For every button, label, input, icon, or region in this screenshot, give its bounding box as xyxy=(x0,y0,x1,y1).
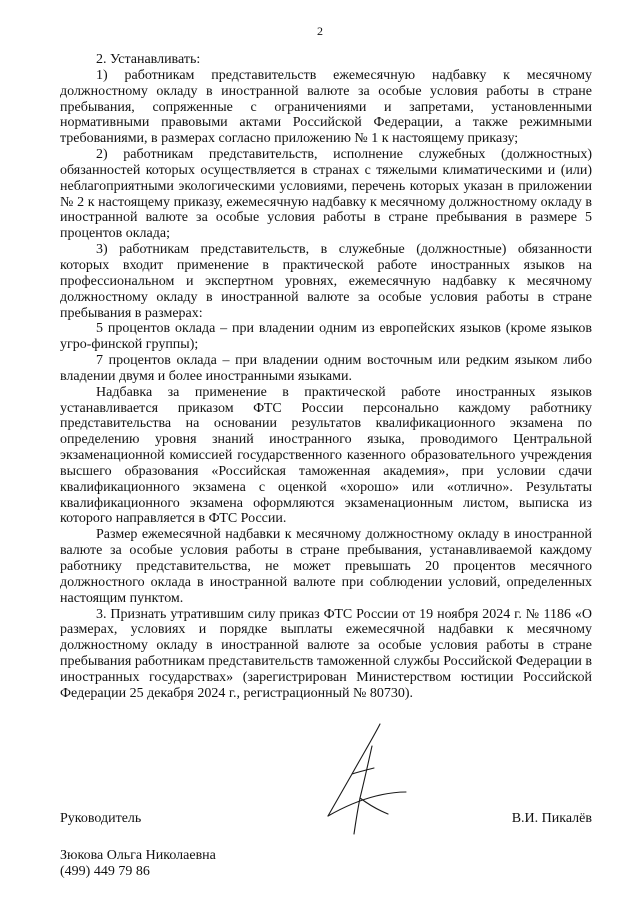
paragraph-subitem-3: 3) работникам представительств, в служебные (должностные) обязанности которых входит применение в практической работе иностранных языков на профессиональном и экспертном уровнях, ежемесячную надбавку к месячному должностному окладу в иностранной валюте за особые условия работы в стране пребывания в размерах: xyxy=(60,242,592,321)
executor-name: Зюкова Ольга Николаевна xyxy=(60,848,216,863)
page-number: 2 xyxy=(317,24,323,38)
handwritten-signature xyxy=(318,716,413,838)
paragraph-subitem-1: 1) работникам представительств ежемесячную надбавку к месячному должностному окладу в иностранной валюте за особые условия работы в стране пребывания, сопряженные с ограничениями и запретами, установленными нормативными правовыми актами Российской Федерации, а также режимными требованиями, в размерах согласно приложению № 1 к настоящему приказу; xyxy=(60,67,592,147)
executor-phone: (499) 449 79 86 xyxy=(60,864,150,879)
document-body xyxy=(60,52,592,702)
paragraph-allowance-limit: Размер ежемесячной надбавки к месячному должностному окладу в иностранной валюте за особые условия работы в стране пребывания, устанавливаемой каждому работнику представительства, не может превышать 20 процентов месячного должностного оклада в иностранной валюте при соблюдении условий, определенных настоящим пунктом. xyxy=(60,527,592,606)
signatory-title: Руководитель xyxy=(60,811,142,826)
paragraph-rate-european: 5 процентов оклада – при владении одним из европейских языков (кроме языков угро-финской группы); xyxy=(60,321,592,353)
paragraph-subitem-2: 2) работникам представительств, исполнение служебных (должностных) обязанностей которых осуществляется в странах с тяжелыми климатическими и (или) неблагоприятными экологическими условиями, перечень которых указан в приложении № 2 к настоящему приказу, ежемесячную надбавку к месячному должностному окладу в иностранной валюте за особые условия работы в стране пребывания в размере 5 процентов оклада; xyxy=(60,147,592,242)
executor-info xyxy=(60,848,216,880)
paragraph-language-allowance: Надбавка за применение в практической работе иностранных языков устанавливается приказом ФТС России персонально каждому работнику представительства на основании результатов квалификационного экзамена по определению уровня знаний иностранного языка, проводимого Центральной экзаменационной комиссией государственного казенного образовательного учреждения высшего образования «Российская таможенная академия», при условии сдачи квалификационного экзамена с оценкой «хорошо» или «отлично». Результаты квалификационного экзамена оформляются экзаменационным листом, выписка из которого направляется в ФТС России. xyxy=(60,384,592,527)
signatory-name: В.И. Пикалёв xyxy=(511,811,592,826)
paragraph-rate-eastern: 7 процентов оклада – при владении одним восточным или редким языком либо владении двумя и более иностранными языками. xyxy=(60,353,592,384)
paragraph-item-2-heading: 2. Устанавливать: xyxy=(96,52,201,67)
paragraph-item-3-repeal: 3. Признать утратившим силу приказ ФТС России от 19 ноября 2024 г. № 1186 «О размерах, условиях и порядке выплаты ежемесячной надбавки к месячному должностному окладу в иностранной валюте за особые условия работы в стране пребывания работникам представительств таможенной службы Российской Федерации в иностранных государствах» (зарегистрирован Министерством юстиции Российской Федерации 25 декабря 2024 г., регистрационный № 80730). xyxy=(60,606,592,701)
